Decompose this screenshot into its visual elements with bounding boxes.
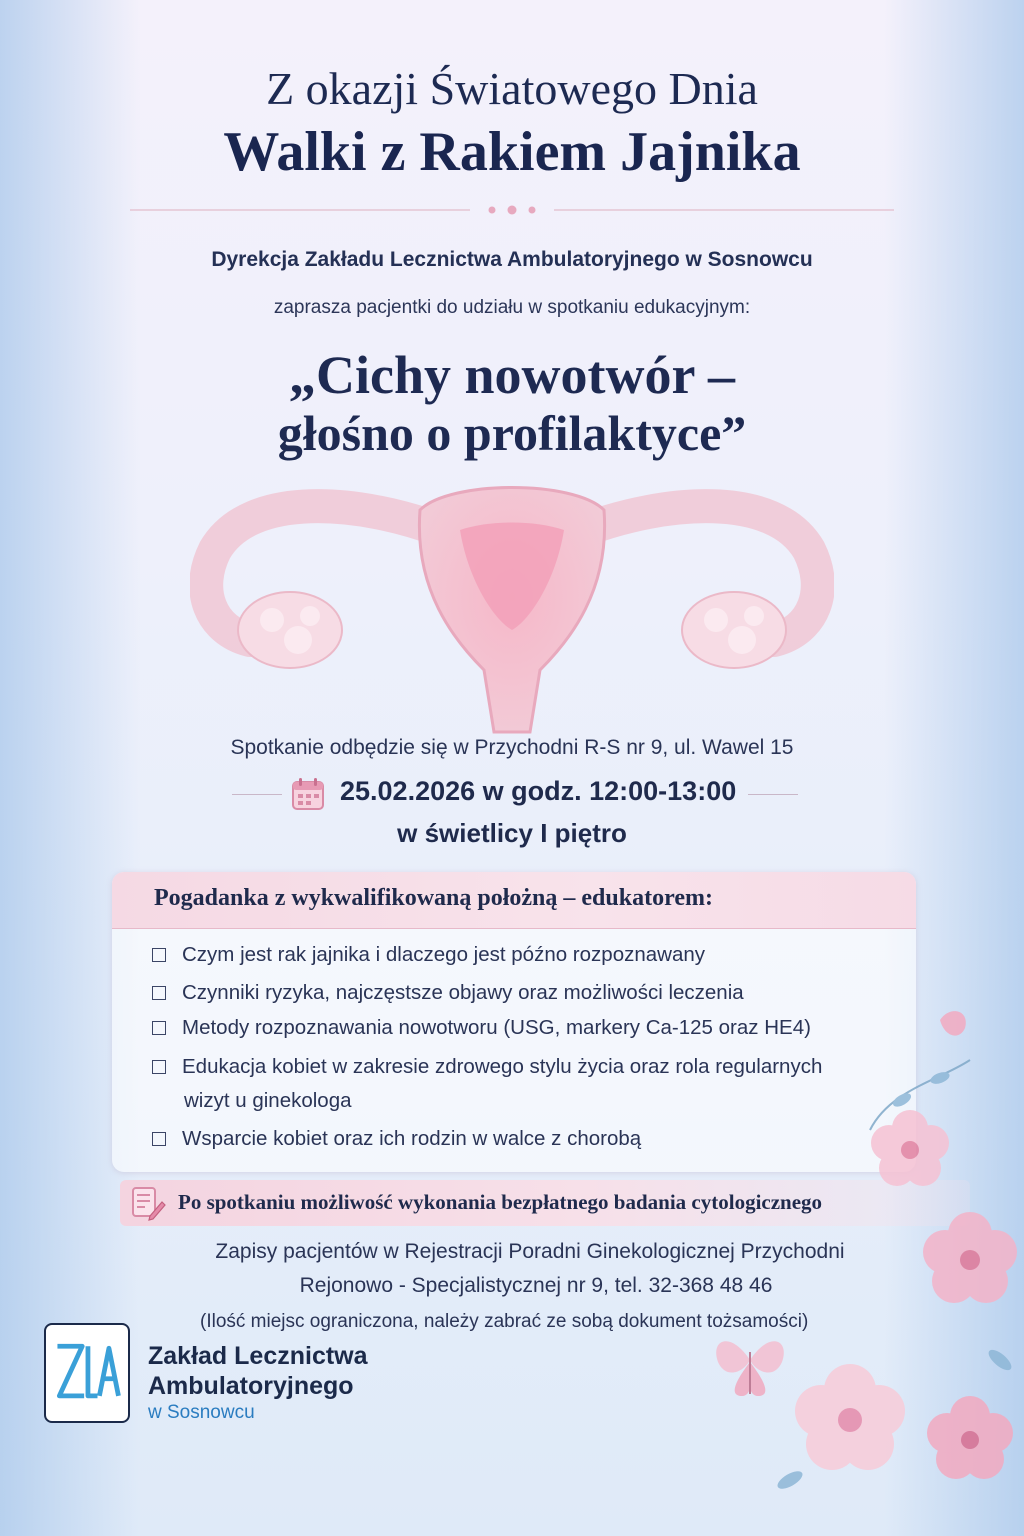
list-item-text: Czynniki ryzyka, najczęstsze objawy oraz możliwości leczenia xyxy=(182,981,744,1004)
talk-title: Pogadanka z wykwalifikowaną położną – edukatorem: xyxy=(154,885,713,911)
meeting-location: Spotkanie odbędzie się w Przychodni R-S nr 9, ul. Wawel 15 xyxy=(230,736,794,759)
checkbox-icon xyxy=(152,986,166,1000)
uterus-illustration xyxy=(190,470,834,740)
checkbox-icon xyxy=(152,1132,166,1146)
header-line-1: Z okazji Światowego Dnia xyxy=(266,63,758,114)
note-pencil-icon xyxy=(128,1184,166,1222)
background-edge-left xyxy=(0,0,140,1536)
list-item xyxy=(152,1122,641,1156)
date-divider-left xyxy=(232,794,282,795)
registration-line-1: Zapisy pacjentów w Rejestracji Poradni Ginekologicznej Przychodni xyxy=(215,1240,845,1263)
checkbox-icon xyxy=(152,948,166,962)
date-divider-right xyxy=(748,794,798,795)
banner-text: Po spotkaniu możliwość wykonania bezpłatnego badania cytologicznego xyxy=(178,1190,823,1214)
calendar-icon xyxy=(290,776,326,812)
event-room: w świetlicy I piętro xyxy=(397,818,627,848)
list-item-text: Wsparcie kobiet oraz ich rodzin w walce z chorobą xyxy=(182,1127,642,1150)
logo-name-line-1: Zakład Lecznictwa xyxy=(148,1342,368,1370)
event-title-line-2: głośno o profilaktyce” xyxy=(277,405,747,461)
checkbox-icon xyxy=(152,1021,166,1035)
logo-city: w Sosnowcu xyxy=(148,1402,255,1423)
ornamental-divider xyxy=(130,198,894,222)
organizer-line: Dyrekcja Zakładu Lecznictwa Ambulatoryjnego w Sosnowcu xyxy=(211,248,813,271)
zla-logo xyxy=(44,1323,130,1423)
flowers-butterfly-decoration xyxy=(640,1000,1024,1536)
list-item-text: Metody rozpoznawania nowotworu (USG, markery Ca-125 oraz HE4) xyxy=(182,1016,811,1039)
zla-logo-mark xyxy=(46,1325,128,1421)
list-item xyxy=(152,938,705,972)
list-item-text-continuation: wizyt u ginekologa xyxy=(184,1089,352,1112)
registration-line-2: Rejonowo - Specjalistycznej nr 9, tel. 32-368 48 46 xyxy=(299,1274,773,1297)
header-line-2: Walki z Rakiem Jajnika xyxy=(223,121,801,183)
checkbox-icon xyxy=(152,1060,166,1074)
date-row xyxy=(0,772,1024,816)
list-item-text: Czym jest rak jajnika i dlaczego jest późno rozpoznawany xyxy=(182,943,706,966)
registration-note: (Ilość miejsc ograniczona, należy zabrać ze sobą dokument tożsamości) xyxy=(200,1311,809,1332)
talk-header xyxy=(112,872,916,929)
list-item-text: Edukacja kobiet w zakresie zdrowego stylu życia oraz rola regularnych xyxy=(182,1055,823,1078)
event-datetime: 25.02.2026 w godz. 12:00-13:00 xyxy=(340,776,737,806)
event-title-line-1: „Cichy nowotwór – xyxy=(288,345,735,405)
invitation-line: zaprasza pacjentki do udziału w spotkaniu edukacyjnym: xyxy=(273,297,751,318)
logo-name-line-2: Ambulatoryjnego xyxy=(148,1372,354,1400)
